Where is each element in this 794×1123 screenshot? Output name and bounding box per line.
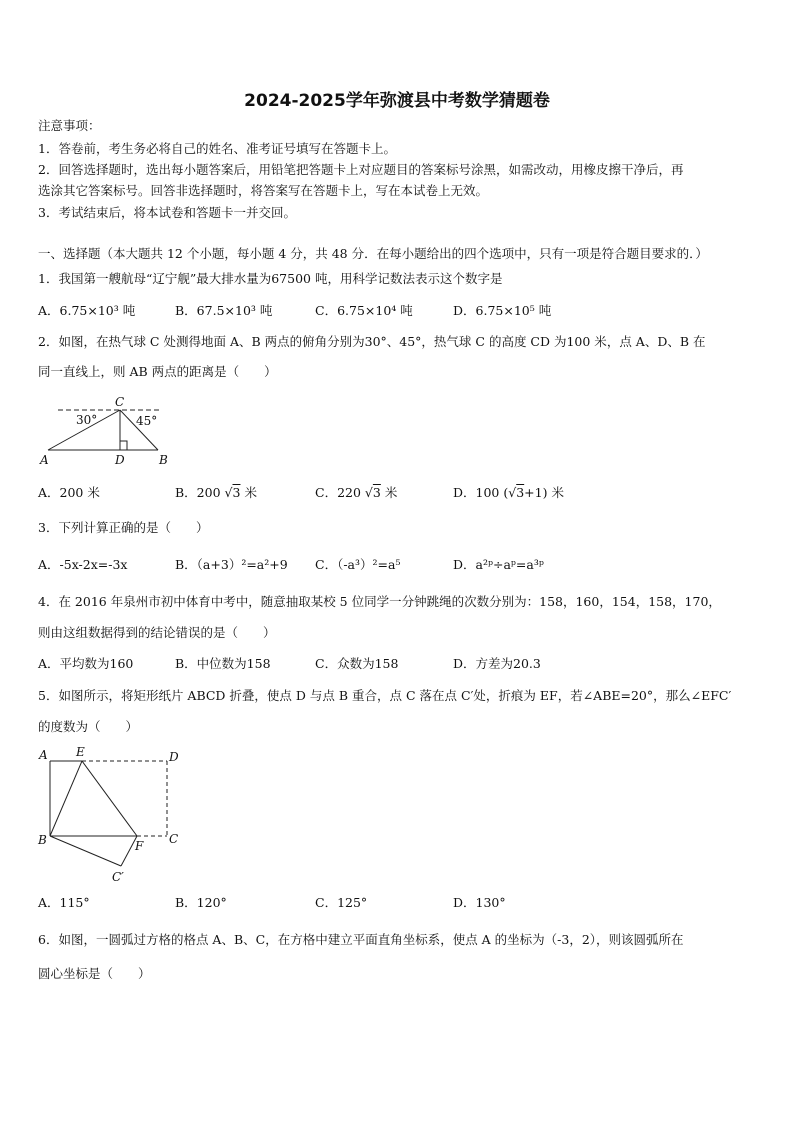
q2-option-b-unit: 米 — [244, 485, 257, 500]
q1-option-b: B．67.5×10³ 吨 — [175, 303, 273, 318]
q3-stem: 3．下列计算正确的是（ ） — [38, 520, 209, 535]
q2-option-c: C．220 √3 米 — [315, 485, 398, 500]
q2-option-d-rest: +1) 米 — [524, 485, 564, 500]
q3-option-d: D．a²ᵖ÷aᵖ=a³ᵖ — [453, 557, 544, 572]
q2-label-a: A — [40, 453, 49, 467]
q2-option-d-coef: D．100 — [453, 485, 500, 500]
q2-option-d-radicand: 3 — [516, 485, 525, 500]
q4-option-d: D．方差为20.3 — [453, 656, 541, 671]
q1-option-a: A．6.75×10³ 吨 — [38, 303, 136, 318]
q5-label-a: A — [39, 748, 48, 762]
q5-label-d: D — [169, 750, 179, 764]
q3-option-c: C．（-a³）²=a⁵ — [315, 557, 401, 572]
q2-label-30: 30° — [76, 413, 98, 427]
q2-label-d: D — [115, 453, 125, 467]
page-title: 2024-2025学年弥渡县中考数学猜题卷 — [244, 91, 550, 111]
q2-option-c-radicand: 3 — [372, 485, 381, 500]
q5-option-a: A．115° — [38, 895, 90, 910]
q5-crease-ef — [82, 761, 137, 836]
q2-stem-1: 2．如图，在热气球 C 处测得地面 A、B 两点的俯角分别为30°、45°，热气球 C 的高度 CD 为100 米，点 A、D、B 在 — [38, 334, 706, 349]
q2-option-d: D．100 (√3+1) 米 — [453, 485, 564, 500]
q5-label-c-prime: C′ — [112, 870, 124, 884]
q2-option-b-radicand: 3 — [232, 485, 241, 500]
q5-option-c: C．125° — [315, 895, 368, 910]
q5-edge-be — [50, 761, 82, 836]
q2-option-b-coef: B．200 — [175, 485, 221, 500]
note-item-3: 3．考试结束后，将本试卷和答题卡一并交回。 — [38, 205, 296, 220]
q5-stem-2: 的度数为（ ） — [38, 719, 139, 734]
q5-label-e: E — [76, 745, 85, 759]
q5-edge-bc-prime — [50, 836, 121, 866]
notes-heading: 注意事项： — [38, 118, 101, 133]
q2-label-45: 45° — [136, 414, 158, 428]
note-item-2-cont: 选涂其它答案标号。回答非选择题时，将答案写在答题卡上，写在本试卷上无效。 — [38, 183, 489, 198]
q6-stem-1: 6．如图，一圆弧过方格的格点 A、B、C，在方格中建立平面直角坐标系，使点 A 的坐标为（-3，2），则该圆弧所在 — [38, 932, 684, 947]
q2-option-c-unit: 米 — [384, 485, 398, 500]
q2-option-a: A．200 米 — [38, 485, 100, 500]
q5-stem-1: 5．如图所示，将矩形纸片 ABCD 折叠，使点 D 与点 B 重合，点 C 落在点 C′处，折痕为 EF，若∠ABE=20°，那么∠EFC′ — [38, 688, 732, 703]
q4-stem-1: 4．在 2016 年泉州市初中体育中考中，随意抽取某校 5 位同学一分钟跳绳的次数分别为：158，160，154，158，170， — [38, 594, 721, 609]
q5-option-b: B．120° — [175, 895, 227, 910]
q3-option-a: A．-5x-2x=-3x — [38, 557, 128, 572]
q2-figure — [30, 390, 180, 470]
q1-option-c: C．6.75×10⁴ 吨 — [315, 303, 413, 318]
q4-option-c: C．众数为158 — [315, 656, 399, 671]
q5-label-f: F — [135, 839, 144, 853]
q5-label-b: B — [38, 833, 47, 847]
q4-stem-2: 则由这组数据得到的结论错误的是（ ） — [38, 625, 276, 640]
q5-figure — [30, 740, 190, 890]
q1-stem: 1．我国第一艘航母“辽宁舰”最大排水量为67500 吨，用科学记数法表示这个数字是 — [38, 271, 503, 286]
q6-stem-2: 圆心坐标是（ ） — [38, 966, 151, 981]
q2-right-angle-mark — [120, 441, 127, 450]
q4-option-a: A．平均数为160 — [38, 656, 134, 671]
q2-label-c: C — [115, 395, 125, 409]
q2-option-c-coef: C．220 — [315, 485, 361, 500]
note-item-1: 1．答卷前，考生务必将自己的姓名、准考证号填写在答题卡上。 — [38, 141, 396, 156]
q3-option-b: B．（a+3）²=a²+9 — [175, 557, 288, 572]
q5-label-c: C — [169, 832, 179, 846]
q4-option-b: B．中位数为158 — [175, 656, 271, 671]
q2-label-b: B — [159, 453, 168, 467]
section-heading: 一、选择题（本大题共 12 个小题，每小题 4 分，共 48 分．在每小题给出的四个选项中，只有一项是符合题目要求的．） — [38, 246, 708, 261]
q5-option-d: D．130° — [453, 895, 506, 910]
note-item-2: 2．回答选择题时，选出每小题答案后，用铅笔把答题卡上对应题目的答案标号涂黑，如需改动，用橡皮擦干净后，再 — [38, 162, 684, 177]
q2-option-b: B．200 √3 米 — [175, 485, 257, 500]
q2-stem-2: 同一直线上，则 AB 两点的距离是（ ） — [38, 364, 277, 379]
q1-option-d: D．6.75×10⁵ 吨 — [453, 303, 552, 318]
